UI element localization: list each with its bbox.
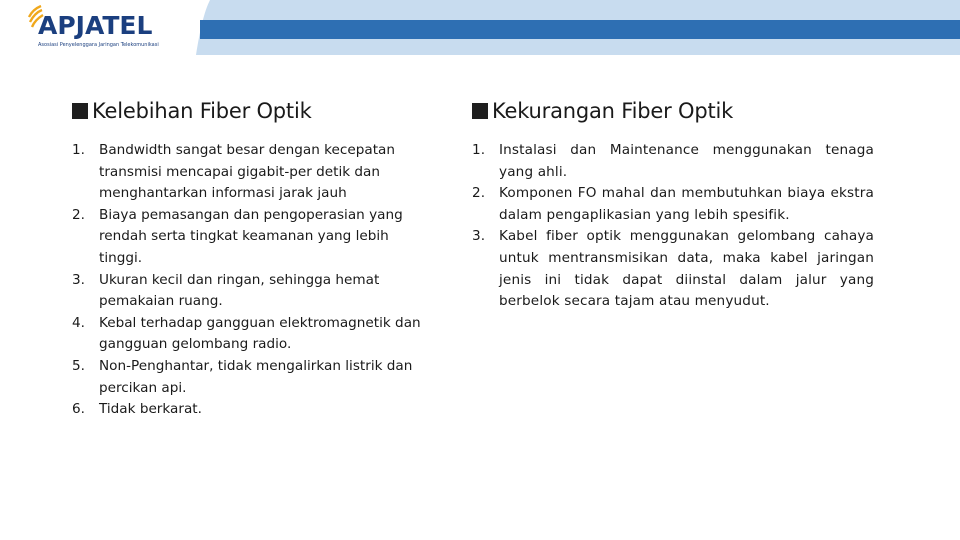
list-item [472, 140, 874, 183]
list-item [72, 270, 422, 313]
item-number: 1. [472, 142, 486, 158]
advantages-list [72, 140, 422, 421]
advantages-heading [72, 96, 422, 126]
disadvantages-heading [472, 96, 874, 126]
logo-wordmark: APJATEL [38, 11, 153, 40]
list-item [472, 226, 874, 312]
item-text: Bandwidth sangat besar dengan kecepatan transmisi mencapai gigabit-per detik dan menghantarkan informasi jarak jauh [99, 142, 395, 202]
apjatel-logo [26, 5, 196, 51]
item-text: Non-Penghantar, tidak mengalirkan listrik dan percikan api. [99, 357, 413, 396]
item-number: 4. [72, 314, 85, 331]
item-text: Instalasi dan Maintenance menggunakan tenaga yang ahli. [499, 142, 874, 180]
item-text: Ukuran kecil dan ringan, sehingga hemat pemakaian ruang. [99, 271, 380, 310]
item-number: 3. [472, 228, 486, 245]
item-number: 2. [472, 185, 486, 202]
list-item [72, 356, 422, 399]
disadvantages-title: Kekurangan Fiber Optik [492, 99, 734, 123]
item-text: Tidak berkarat. [99, 401, 202, 418]
logo-tagline: Asosiasi Penyelenggara Jaringan Telekomunikasi [38, 42, 159, 48]
advantages-column [72, 96, 422, 421]
square-bullet-icon [472, 103, 488, 119]
list-item [72, 313, 422, 356]
list-item [72, 399, 422, 421]
square-bullet-icon [72, 103, 88, 119]
item-number: 3. [72, 271, 85, 288]
disadvantages-list [472, 140, 874, 313]
disadvantages-column [472, 96, 874, 313]
item-text: Kabel fiber optik menggunakan gelombang cahaya untuk mentransmisikan data, maka kabel jaringan jenis ini tidak dapat diinstal dalam jalur yang berbelok secara tajam atau menyudut. [499, 228, 874, 310]
list-item [72, 205, 422, 270]
list-item [72, 140, 422, 205]
item-text: Biaya pemasangan dan pengoperasian yang rendah serta tingkat keamanan yang lebih tinggi. [99, 206, 403, 266]
item-number: 5. [72, 357, 85, 374]
item-number: 2. [72, 206, 85, 223]
item-text: Komponen FO mahal dan membutuhkan biaya ekstra dalam pengaplikasian yang lebih spesifik. [499, 185, 874, 223]
item-number: 6. [72, 401, 85, 418]
item-number: 1. [72, 142, 85, 158]
advantages-title: Kelebihan Fiber Optik [92, 99, 312, 123]
list-item [472, 183, 874, 226]
item-text: Kebal terhadap gangguan elektromagnetik dan gangguan gelombang radio. [99, 314, 421, 353]
